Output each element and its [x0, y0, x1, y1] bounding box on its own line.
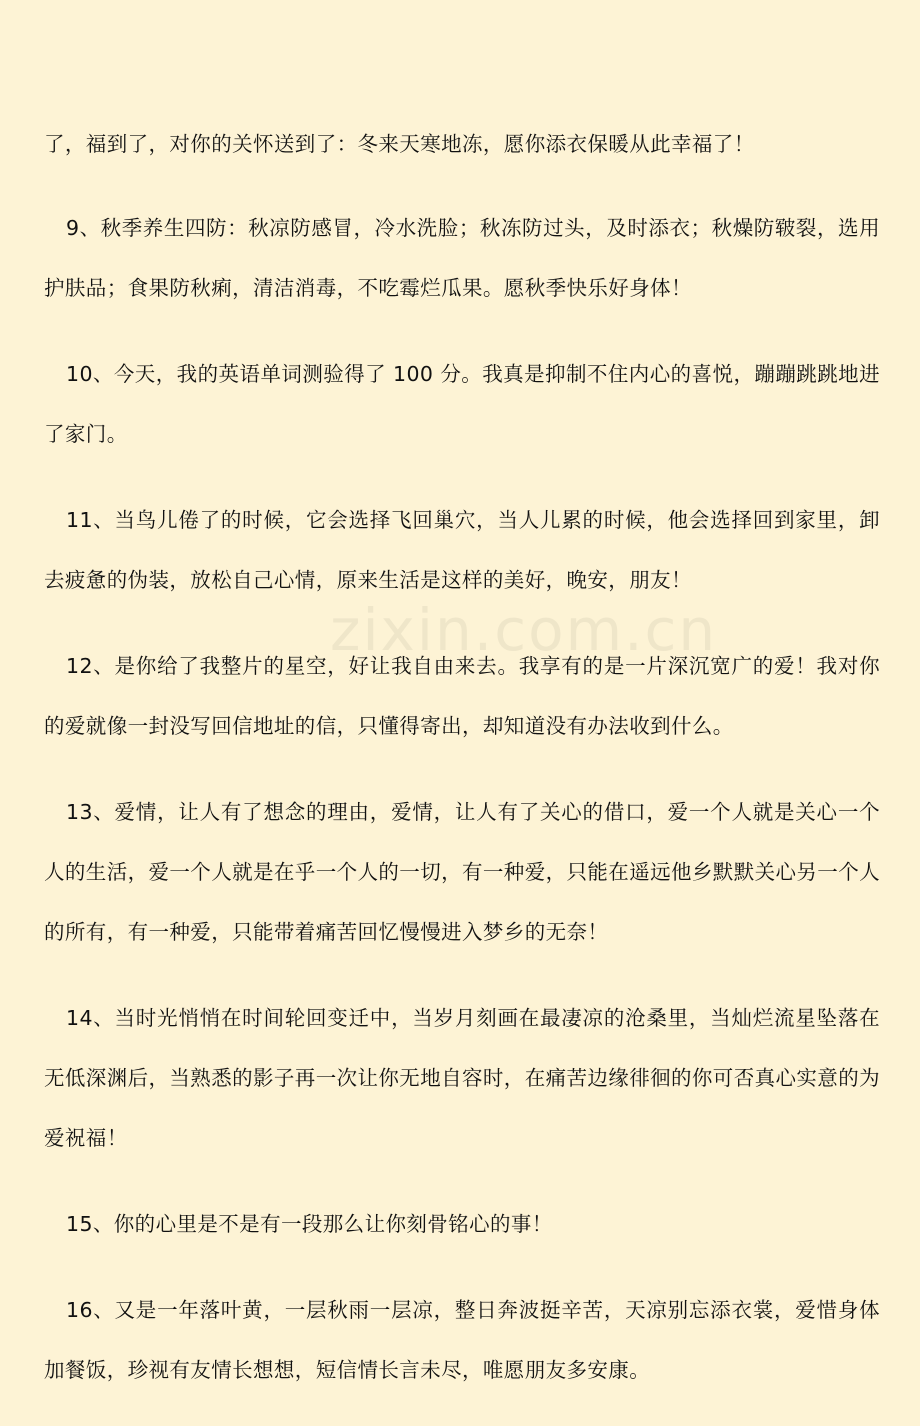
watermark-logo: zixin.com.cn — [330, 596, 718, 664]
paragraph-9: 9、秋季养生四防：秋凉防感冒，冷水洗脸；秋冻防过头，及时添衣；秋燥防皲裂，选用护肤品；食果防秋痢，清洁消毒，不吃霉烂瓜果。愿秋季快乐好身体！ — [44, 216, 880, 300]
paragraph-continuation: 了，福到了，对你的关怀送到了：冬来天寒地冻，愿你添衣保暖从此幸福了！ — [44, 132, 755, 156]
paragraph-12: 12、是你给了我整片的星空，好让我自由来去。我享有的是一片深沉宽广的爱！我对你的爱就像一封没写回信地址的信，只懂得寄出，却知道没有办法收到什么。 — [44, 654, 880, 738]
paragraph-13: 13、爱情，让人有了想念的理由，爱情，让人有了关心的借口，爱一个人就是关心一个人的生活，爱一个人就是在乎一个人的一切，有一种爱，只能在遥远他乡默默关心另一个人的所有，有一种爱，只能带着痛苦回忆慢慢进入梦乡的无奈！ — [44, 800, 880, 944]
paragraph-14: 14、当时光悄悄在时间轮回变迁中，当岁月刻画在最凄凉的沧桑里，当灿烂流星坠落在无低深渊后，当熟悉的影子再一次让你无地自容时，在痛苦边缘徘徊的你可否真心实意的为爱祝福！ — [44, 1006, 880, 1150]
document-body — [44, 114, 880, 1426]
paragraph-15: 15、你的心里是不是有一段那么让你刻骨铭心的事！ — [66, 1212, 553, 1236]
paragraph-16: 16、又是一年落叶黄，一层秋雨一层凉，整日奔波挺辛苦，天凉别忘添衣裳，爱惜身体加餐饭，珍视有友情长想想，短信情长言未尽，唯愿朋友多安康。 — [44, 1298, 880, 1382]
paragraph-11: 11、当鸟儿倦了的时候，它会选择飞回巢穴，当人儿累的时候，他会选择回到家里，卸去疲惫的伪装，放松自己心情，原来生活是这样的美好，晚安，朋友！ — [44, 508, 880, 592]
paragraph-10: 10、今天，我的英语单词测验得了 100 分。我真是抑制不住内心的喜悦，蹦蹦跳跳地进了家门。 — [44, 362, 880, 446]
